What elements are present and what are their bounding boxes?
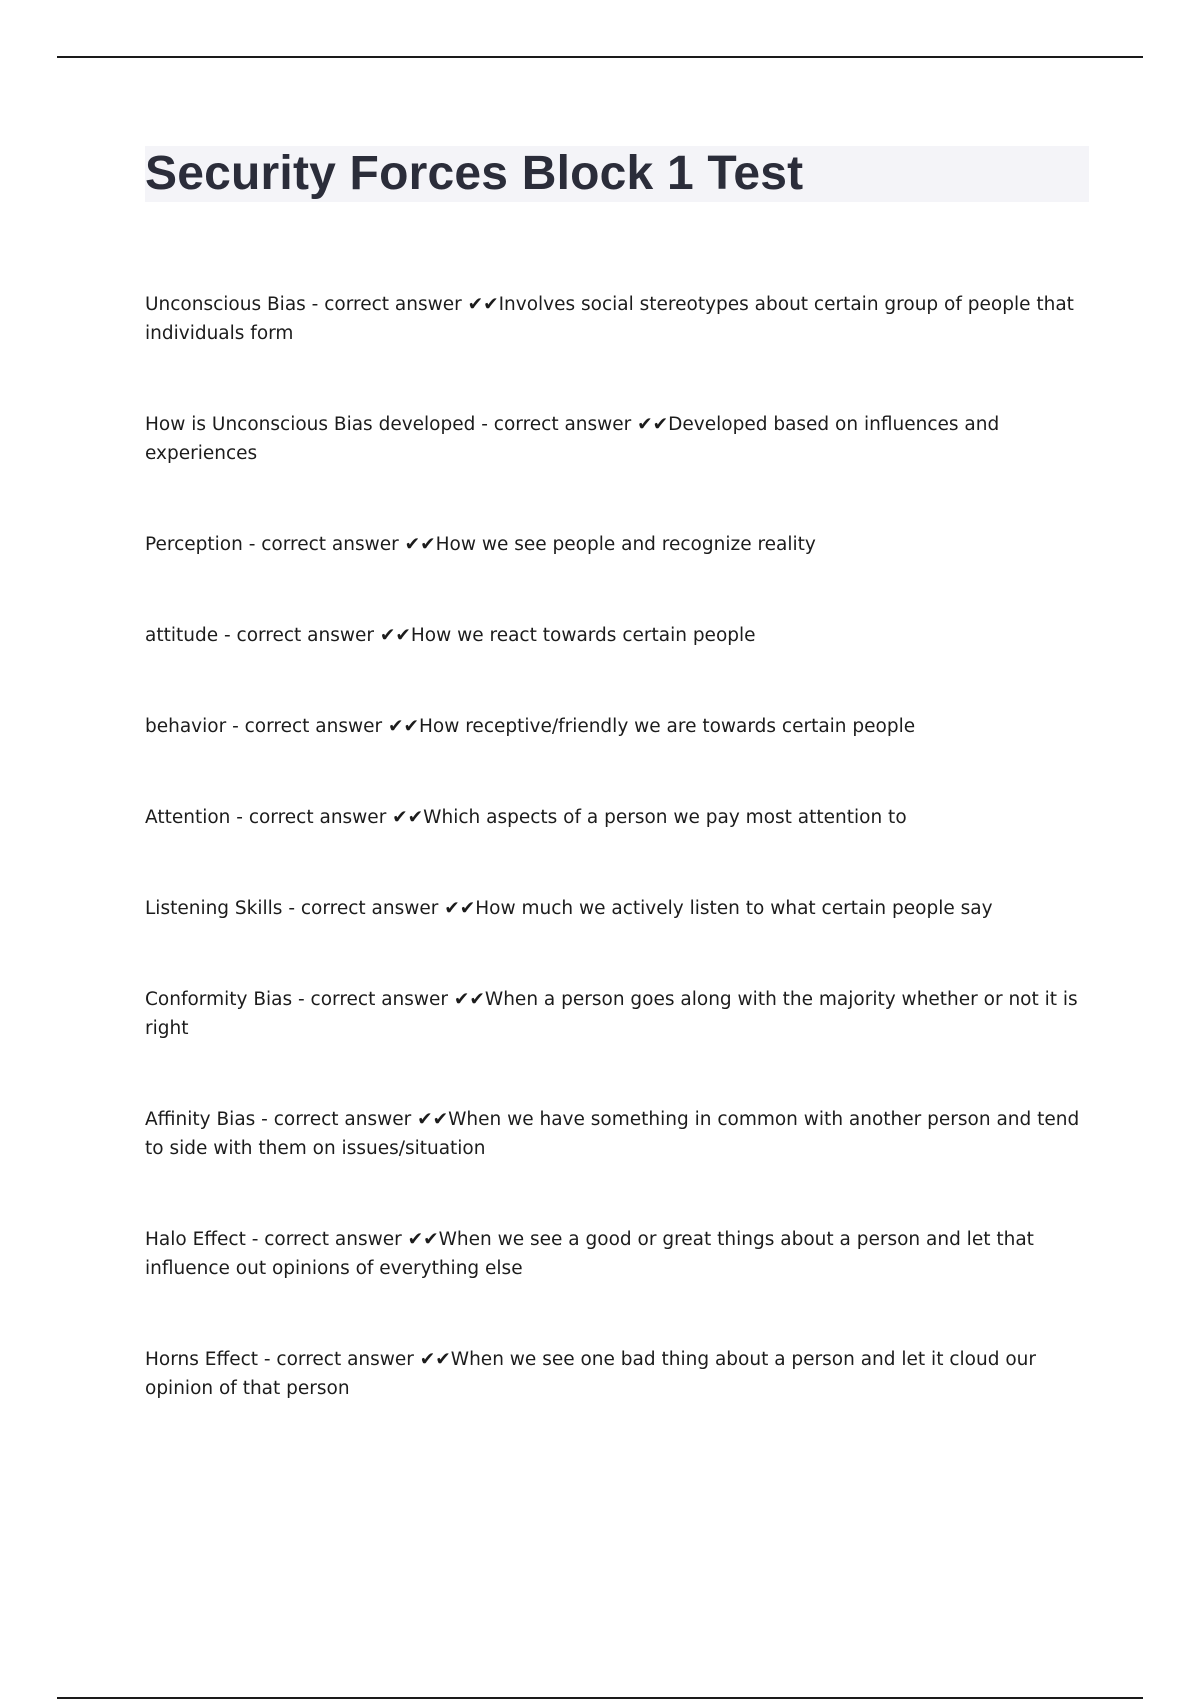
top-divider bbox=[57, 56, 1143, 58]
flashcard-entry: Attention - correct answer ✔✔Which aspects of a person we pay most attention to bbox=[145, 807, 907, 828]
flashcard-entry: Horns Effect - correct answer ✔✔When we see one bad thing about a person and let it cloud our opinion of that person bbox=[145, 1349, 1036, 1399]
flashcard-entry: Affinity Bias - correct answer ✔✔When we have something in common with another person and tend to side with them on issues/situation bbox=[145, 1109, 1080, 1159]
flashcard-entry: Listening Skills - correct answer ✔✔How much we actively listen to what certain people say bbox=[145, 898, 993, 919]
flashcard-entry: Halo Effect - correct answer ✔✔When we see a good or great things about a person and let that influence out opinions of everything else bbox=[145, 1229, 1034, 1279]
page-title: Security Forces Block 1 Test bbox=[145, 147, 804, 200]
flashcard-entry: behavior - correct answer ✔✔How receptive/friendly we are towards certain people bbox=[145, 716, 916, 737]
bottom-divider bbox=[57, 1697, 1143, 1699]
flashcard-entry: Perception - correct answer ✔✔How we see people and recognize reality bbox=[145, 534, 816, 555]
flashcard-entry: Unconscious Bias - correct answer ✔✔Involves social stereotypes about certain group of people that individuals form bbox=[145, 294, 1074, 344]
flashcard-entry: attitude - correct answer ✔✔How we react towards certain people bbox=[145, 625, 756, 646]
flashcard-list bbox=[145, 290, 1090, 1465]
flashcard-entry: Conformity Bias - correct answer ✔✔When a person goes along with the majority whether or not it is right bbox=[145, 989, 1078, 1039]
flashcard-entry: How is Unconscious Bias developed - correct answer ✔✔Developed based on influences and experiences bbox=[145, 414, 1000, 464]
